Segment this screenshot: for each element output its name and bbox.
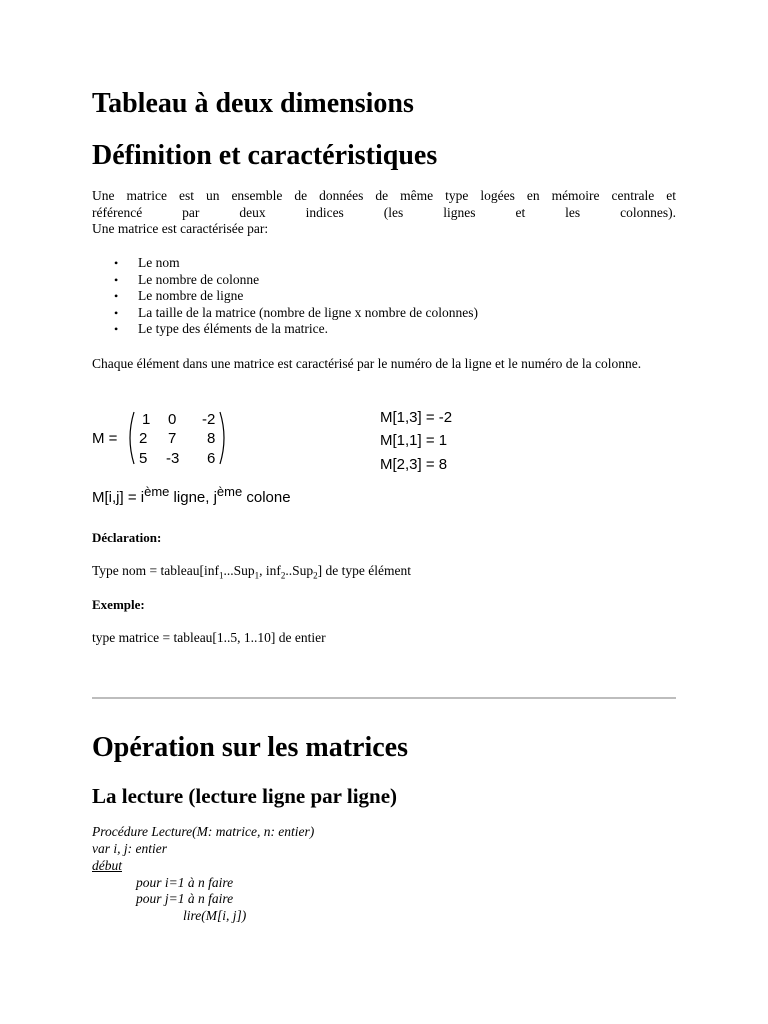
equation: M[1,1] = 1 [380,432,448,449]
declaration-label: Déclaration: [92,530,162,545]
code-line: var i, j: entier [92,841,167,856]
equation: M[2,3] = 8 [380,456,448,473]
matrix-cell: 7 [168,430,177,447]
index-notation-sup: ème [216,484,243,499]
index-notation-part: M[i,j] = i [92,489,145,506]
subsection-heading-lecture: La lecture (lecture ligne par ligne) [92,784,398,808]
element-description: Chaque élément dans une matrice est caractérisé par le numéro de la ligne et le numéro de la colonne. [92,356,642,371]
declaration-part: ] de type élément [317,563,412,578]
matrix-cell: -3 [166,450,180,467]
list-item: • Le type des éléments de la matrice. [92,321,478,338]
list-item: • Le nombre de ligne [92,288,478,305]
matrix-cell: 0 [168,411,177,428]
matrix-cell: 1 [142,411,151,428]
example-label: Exemple: [92,597,145,612]
code-line: Procédure Lecture(M: matrice, n: entier) [92,824,315,839]
code-line: pour j=1 à n faire [136,891,234,906]
declaration-syntax [92,563,676,584]
characteristics-list [92,255,478,338]
code-line: pour i=1 à n faire [136,874,234,890]
declaration-part: , inf [259,563,281,578]
index-notation-part: colone [242,489,291,506]
declaration-sub: 1 [219,570,224,581]
section-heading-definition: Définition et caractéristiques [92,140,438,171]
list-item: • Le nom [92,255,478,272]
declaration-sub: 2 [280,570,286,581]
code-line-keyword: début [92,857,122,873]
horizontal-divider [92,697,676,699]
declaration-sub: 1 [254,570,260,581]
declaration-sub: 2 [313,570,318,581]
matrix-label: M = [92,430,118,447]
section-heading-operations: Opération sur les matrices [92,732,408,763]
declaration-part: ...Sup [223,563,255,578]
index-notation-sup: ème [144,484,170,499]
matrix-cell: 8 [207,430,216,447]
matrix-cell: 2 [139,430,148,447]
intro-line-3: Une matrice est caractérisée par: [92,221,269,236]
list-item: • La taille de la matrice (nombre de ligne x nombre de colonnes) [92,305,478,322]
equation: M[1,3] = -2 [380,409,453,426]
declaration-part: ..Sup [285,563,314,578]
index-notation [92,484,291,506]
intro-line-2: référencé par deux indices (les lignes et les colonnes). [92,204,676,220]
matrix-cell: 5 [139,450,148,467]
matrix-cell: 6 [207,450,216,467]
declaration-part: Type nom = tableau[inf [92,563,220,578]
matrix-cell: -2 [202,411,216,428]
example-code: type matrice = tableau[1..5, 1..10] de entier [92,630,326,645]
index-notation-part: ligne, j [169,489,217,506]
page-title: Tableau à deux dimensions [92,88,414,119]
code-line: lire(M[i, j]) [183,907,247,923]
intro-line-1: Une matrice est un ensemble de données de même type logées en mémoire centrale et [92,188,676,203]
list-item: • Le nombre de colonne [92,272,478,289]
